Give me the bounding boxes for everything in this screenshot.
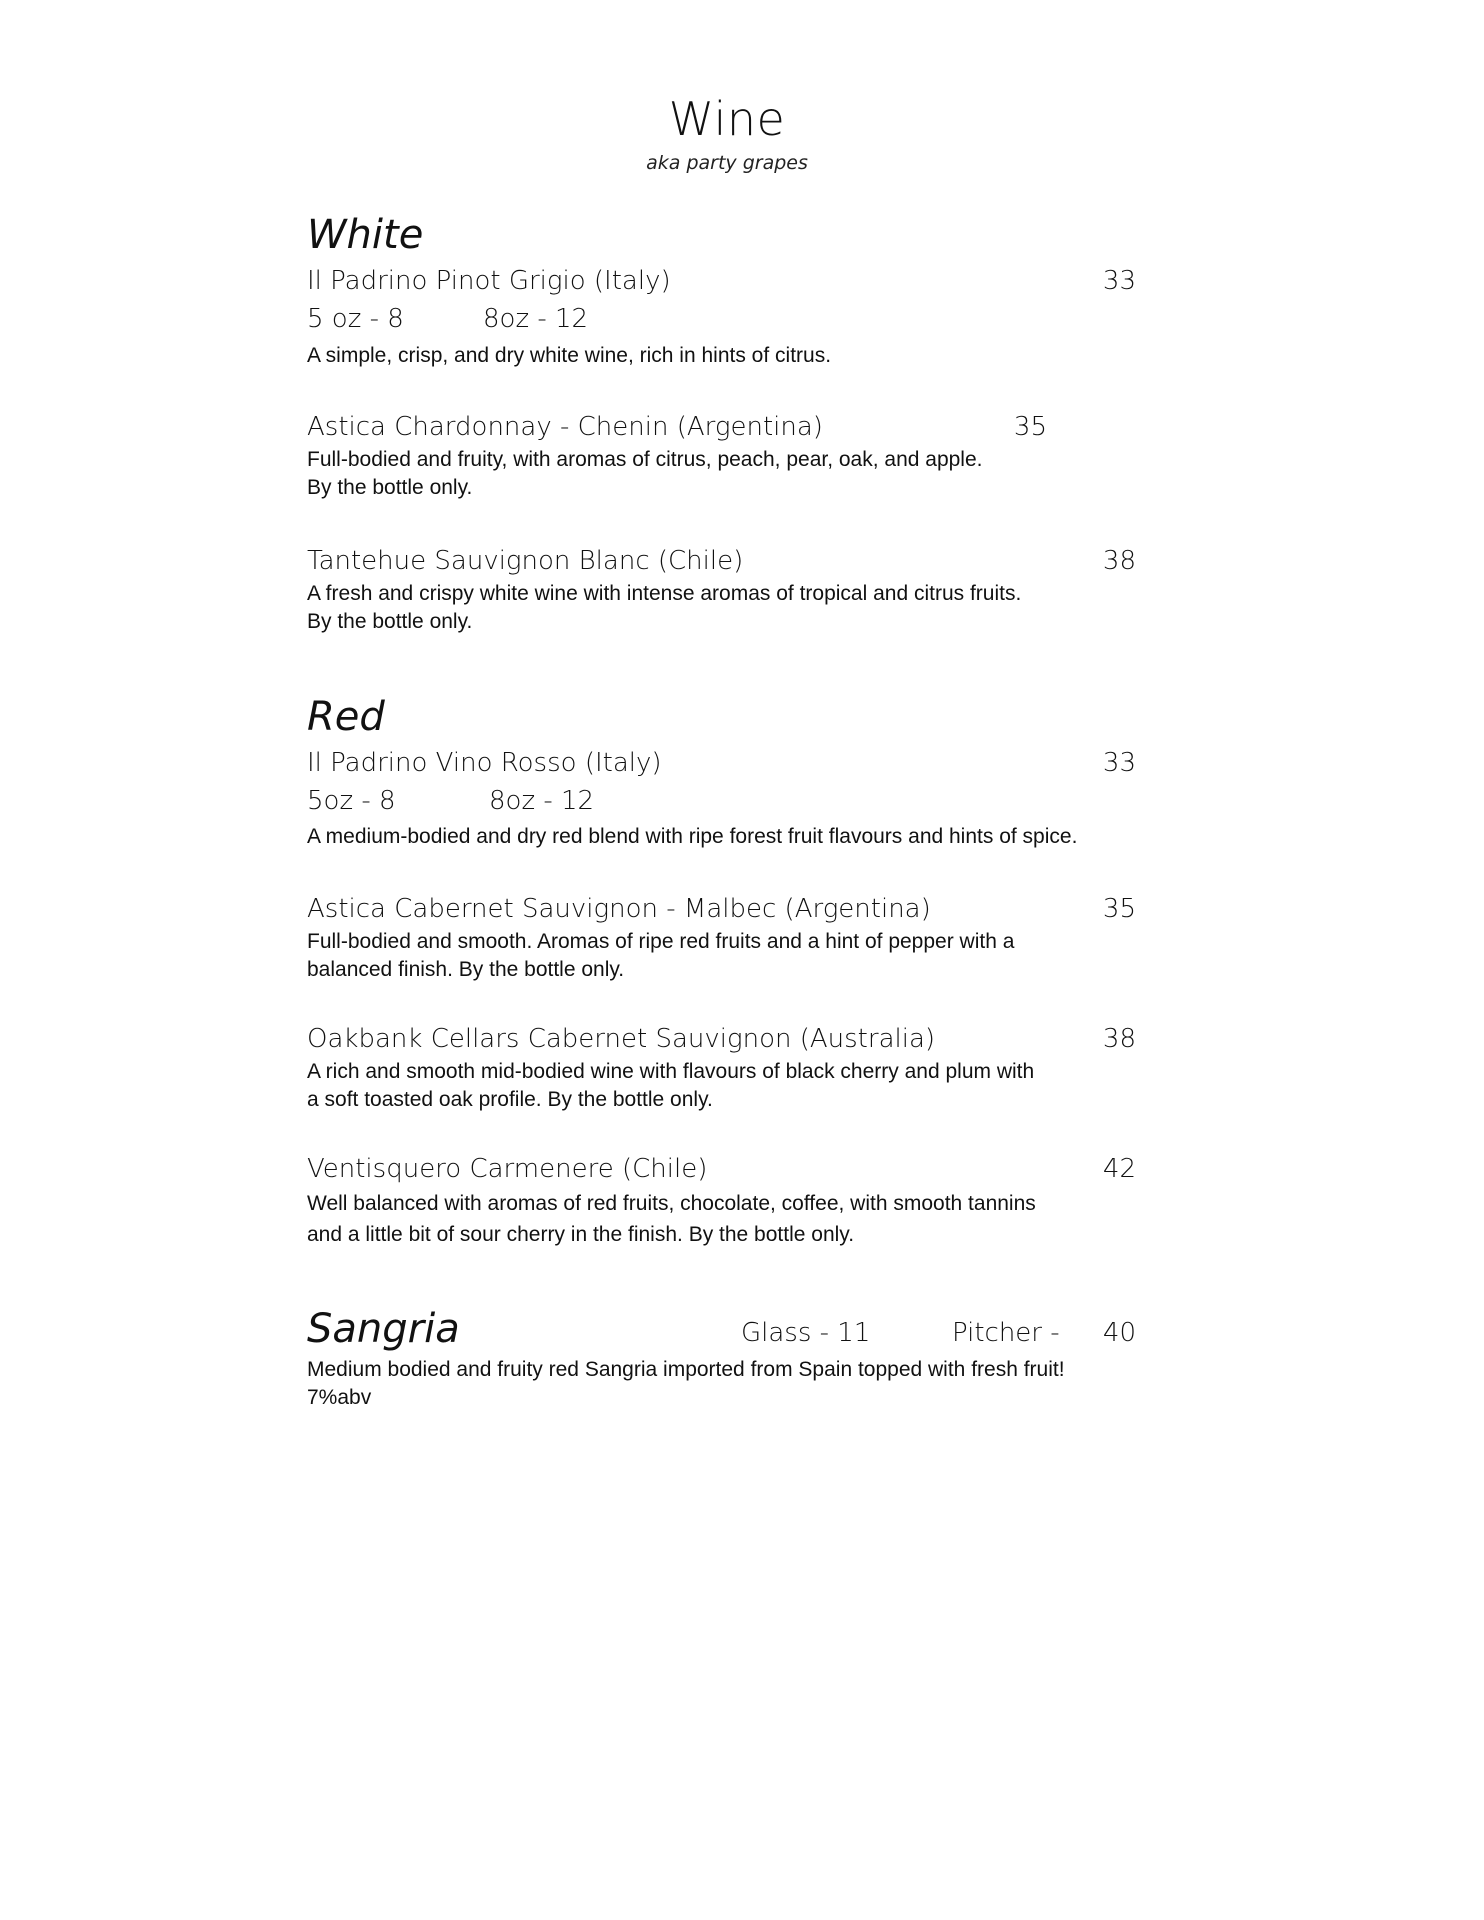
- description-line: Full-bodied and fruity, with aromas of citrus, peach, pear, oak, and apple.: [307, 448, 983, 471]
- wine-description: [307, 446, 1137, 502]
- sangria-description: [307, 1356, 1137, 1412]
- wine-description: [307, 1058, 1137, 1114]
- wine-name: Il Padrino Pinot Grigio (Italy): [307, 266, 671, 296]
- wine-name: Il Padrino Vino Rosso (Italy): [307, 748, 662, 778]
- glass-size-5oz: 5oz - 8: [307, 786, 396, 816]
- wine-price: 35: [1102, 894, 1136, 924]
- wine-name: Tantehue Sauvignon Blanc (Chile): [307, 546, 744, 576]
- description-line: Medium bodied and fruity red Sangria imported from Spain topped with fresh fruit!: [307, 1358, 1065, 1381]
- page-title: Wine: [668, 92, 786, 146]
- section-heading-white: White: [307, 212, 424, 258]
- description-line: balanced finish. By the bottle only.: [307, 958, 625, 981]
- glass-size-8oz: 8oz - 12: [483, 304, 589, 334]
- wine-description: [307, 342, 1137, 370]
- wine-price: 38: [1102, 546, 1136, 576]
- description-line: a soft toasted oak profile. By the bottle only.: [307, 1088, 713, 1111]
- description-line: A rich and smooth mid-bodied wine with flavours of black cherry and plum with: [307, 1060, 1035, 1083]
- wine-price: 42: [1102, 1154, 1136, 1184]
- wine-price: 35: [1013, 412, 1047, 442]
- section-heading-red: Red: [307, 694, 385, 740]
- sangria-pitcher-price: 40: [1102, 1318, 1136, 1348]
- wine-description: [307, 580, 1137, 636]
- wine-name: Astica Cabernet Sauvignon - Malbec (Argentina): [307, 894, 931, 924]
- description-line: 7%abv: [307, 1386, 372, 1409]
- wine-price: 38: [1102, 1024, 1136, 1054]
- wine-description: [307, 1188, 1137, 1250]
- description-line: A simple, crisp, and dry white wine, rich in hints of citrus.: [307, 344, 832, 367]
- glass-size-5oz: 5 oz - 8: [307, 304, 404, 334]
- description-line: Well balanced with aromas of red fruits, chocolate, coffee, with smooth tannins: [307, 1192, 1036, 1215]
- page-subtitle: aka party grapes: [646, 152, 808, 174]
- section-heading-sangria: Sangria: [307, 1306, 460, 1352]
- wine-price: 33: [1102, 748, 1136, 778]
- sangria-glass-price: Glass - 11: [741, 1318, 871, 1348]
- wine-description: [307, 823, 1137, 851]
- wine-price: 33: [1102, 266, 1136, 296]
- wine-name: Oakbank Cellars Cabernet Sauvignon (Australia): [307, 1024, 936, 1054]
- description-line: By the bottle only.: [307, 476, 473, 499]
- description-line: and a little bit of sour cherry in the finish. By the bottle only.: [307, 1223, 855, 1246]
- description-line: A medium-bodied and dry red blend with ripe forest fruit flavours and hints of spice.: [307, 825, 1078, 848]
- description-line: Full-bodied and smooth. Aromas of ripe red fruits and a hint of pepper with a: [307, 930, 1015, 953]
- glass-size-8oz: 8oz - 12: [489, 786, 595, 816]
- wine-name: Astica Chardonnay - Chenin (Argentina): [307, 412, 823, 442]
- wine-name: Ventisquero Carmenere (Chile): [307, 1154, 708, 1184]
- description-line: By the bottle only.: [307, 610, 473, 633]
- sangria-pitcher-label: Pitcher -: [952, 1318, 1060, 1348]
- wine-description: [307, 928, 1137, 984]
- description-line: A fresh and crispy white wine with intense aromas of tropical and citrus fruits.: [307, 582, 1022, 605]
